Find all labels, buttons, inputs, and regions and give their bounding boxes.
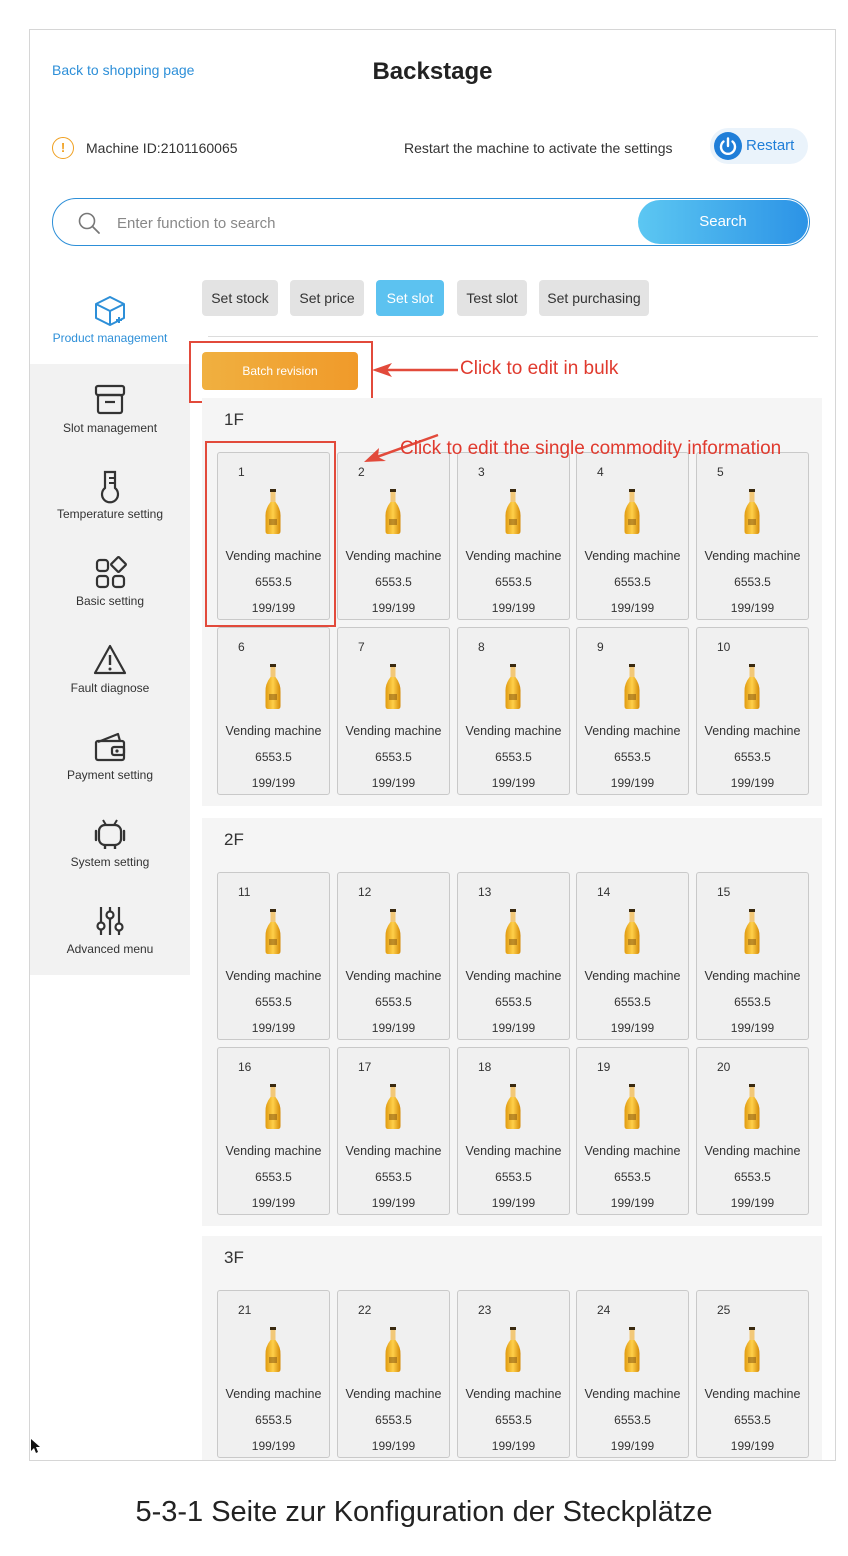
product-name: Vending machine [225, 1387, 322, 1401]
restart-label: Restart [746, 137, 795, 154]
restart-message: Restart the machine to activate the settings [404, 140, 673, 156]
slot-card[interactable] [337, 452, 450, 620]
product-stock: 199/199 [251, 1196, 296, 1210]
product-price: 6553.5 [255, 995, 292, 1009]
slot-number: 9 [597, 640, 604, 654]
product-stock: 199/199 [251, 776, 296, 790]
slot-number: 2 [358, 465, 365, 479]
product-stock: 199/199 [251, 1439, 296, 1453]
product-name: Vending machine [704, 724, 801, 738]
grid-icon [92, 555, 128, 591]
slot-card[interactable] [337, 1047, 450, 1215]
product-price: 6553.5 [734, 1413, 771, 1427]
slot-card[interactable] [696, 627, 809, 795]
sidebar-item-label: Product management [52, 331, 168, 345]
bottle-icon [743, 664, 761, 710]
bottle-icon [384, 664, 402, 710]
product-price: 6553.5 [614, 750, 651, 764]
slot-card[interactable] [217, 872, 330, 1040]
product-name: Vending machine [465, 1387, 562, 1401]
slot-number: 16 [238, 1060, 252, 1074]
slot-card[interactable] [217, 1047, 330, 1215]
product-price: 6553.5 [255, 1170, 292, 1184]
product-stock: 199/199 [491, 601, 536, 615]
box-icon [92, 294, 128, 328]
product-name: Vending machine [225, 549, 322, 563]
product-price: 6553.5 [495, 1413, 532, 1427]
slot-card[interactable] [696, 1290, 809, 1458]
slot-number: 6 [238, 640, 245, 654]
product-name: Vending machine [225, 724, 322, 738]
slot-number: 12 [358, 885, 372, 899]
bottle-icon [504, 664, 522, 710]
product-name: Vending machine [584, 549, 681, 563]
bottle-icon [264, 909, 282, 955]
product-stock: 199/199 [491, 1196, 536, 1210]
bottle-icon [743, 1327, 761, 1373]
sidebar [30, 278, 190, 975]
slot-card[interactable] [576, 627, 689, 795]
product-name: Vending machine [584, 969, 681, 983]
mouse-cursor-icon [30, 1438, 40, 1454]
machine-info-row [52, 134, 812, 166]
sidebar-item-fault-diagnose[interactable] [30, 642, 190, 728]
product-price: 6553.5 [495, 750, 532, 764]
floor-section-2f [202, 818, 822, 1226]
bottle-icon [504, 1084, 522, 1130]
product-price: 6553.5 [734, 1170, 771, 1184]
slot-number: 19 [597, 1060, 611, 1074]
slot-card[interactable] [457, 1290, 570, 1458]
product-price: 6553.5 [495, 995, 532, 1009]
product-stock: 199/199 [251, 601, 296, 615]
product-price: 6553.5 [375, 1170, 412, 1184]
bottle-icon [384, 1327, 402, 1373]
product-price: 6553.5 [614, 1170, 651, 1184]
product-name: Vending machine [465, 724, 562, 738]
floor-section-3f [202, 1236, 822, 1461]
product-stock: 199/199 [491, 776, 536, 790]
product-name: Vending machine [225, 969, 322, 983]
slot-number: 17 [358, 1060, 372, 1074]
bottle-icon [504, 909, 522, 955]
app-window [29, 29, 836, 1461]
slot-card[interactable] [217, 627, 330, 795]
sidebar-item-basic-setting[interactable] [30, 555, 190, 641]
annotation-arrow-bulk [370, 360, 460, 380]
product-name: Vending machine [465, 969, 562, 983]
power-icon [714, 132, 742, 160]
wallet-icon [92, 729, 128, 765]
slot-number: 22 [358, 1303, 372, 1317]
product-stock: 199/199 [610, 1021, 655, 1035]
slot-number: 21 [238, 1303, 252, 1317]
product-stock: 199/199 [610, 776, 655, 790]
temperature-icon [92, 468, 128, 504]
bottle-icon [743, 1084, 761, 1130]
slot-card[interactable] [576, 872, 689, 1040]
slot-card[interactable] [576, 1047, 689, 1215]
info-icon: ! [52, 137, 74, 159]
product-name: Vending machine [345, 724, 442, 738]
slot-card[interactable] [217, 452, 330, 620]
page-title: Backstage [372, 58, 493, 85]
tab-set-slot[interactable]: Set slot [376, 280, 444, 316]
product-name: Vending machine [225, 1144, 322, 1158]
product-name: Vending machine [345, 1144, 442, 1158]
product-price: 6553.5 [734, 750, 771, 764]
search-icon [77, 211, 101, 235]
sidebar-item-product-management[interactable] [30, 294, 190, 380]
slot-number: 14 [597, 885, 611, 899]
slot-number: 7 [358, 640, 365, 654]
product-name: Vending machine [345, 549, 442, 563]
slot-card[interactable] [457, 452, 570, 620]
sidebar-item-label: Fault diagnose [70, 681, 150, 695]
product-stock: 199/199 [730, 601, 775, 615]
back-to-shopping-link[interactable]: Back to shopping page [52, 62, 195, 78]
bottle-icon [384, 1084, 402, 1130]
product-stock: 199/199 [730, 1439, 775, 1453]
product-price: 6553.5 [255, 750, 292, 764]
slot-number: 25 [717, 1303, 731, 1317]
slot-number: 5 [717, 465, 724, 479]
bottle-icon [743, 489, 761, 535]
product-name: Vending machine [465, 1144, 562, 1158]
sliders-icon [92, 903, 128, 939]
slot-number: 23 [478, 1303, 492, 1317]
sidebar-item-temperature-setting[interactable] [30, 468, 190, 554]
search-input[interactable] [115, 210, 639, 236]
sidebar-item-label: System setting [70, 855, 150, 869]
floor-label: 3F [224, 1248, 244, 1267]
slot-card[interactable] [457, 872, 570, 1040]
sidebar-item-label: Slot management [62, 421, 158, 435]
product-name: Vending machine [704, 549, 801, 563]
sidebar-item-label: Temperature setting [56, 507, 164, 521]
warning-icon [92, 642, 128, 678]
bottle-icon [264, 489, 282, 535]
bottle-icon [504, 489, 522, 535]
tab-set-purchasing[interactable]: Set purchasing [539, 280, 649, 316]
product-stock: 199/199 [730, 1021, 775, 1035]
annotation-text-bulk: Click to edit in bulk [460, 358, 619, 379]
slot-card[interactable] [576, 452, 689, 620]
product-name: Vending machine [465, 549, 562, 563]
product-stock: 199/199 [610, 601, 655, 615]
slot-number: 15 [717, 885, 731, 899]
product-stock: 199/199 [371, 601, 416, 615]
slot-card[interactable] [337, 627, 450, 795]
slot-number: 4 [597, 465, 604, 479]
product-price: 6553.5 [495, 575, 532, 589]
bottle-icon [264, 1327, 282, 1373]
product-price: 6553.5 [255, 575, 292, 589]
tab-divider [208, 336, 818, 337]
bottle-icon [264, 664, 282, 710]
tab-set-stock[interactable]: Set stock [202, 280, 278, 316]
product-stock: 199/199 [371, 1196, 416, 1210]
product-price: 6553.5 [614, 575, 651, 589]
slot-number: 13 [478, 885, 492, 899]
slot-number: 18 [478, 1060, 492, 1074]
product-price: 6553.5 [614, 1413, 651, 1427]
product-stock: 199/199 [610, 1196, 655, 1210]
figure-caption: 5-3-1 Seite zur Konfiguration der Steckplätze [135, 1496, 713, 1528]
slot-card[interactable] [576, 1290, 689, 1458]
sidebar-item-label: Payment setting [66, 768, 154, 782]
product-name: Vending machine [345, 1387, 442, 1401]
product-price: 6553.5 [375, 750, 412, 764]
machine-id: Machine ID:2101160065 [86, 140, 238, 156]
tab-set-price[interactable]: Set price [290, 280, 364, 316]
bottle-icon [623, 664, 641, 710]
slot-icon [92, 382, 128, 418]
product-price: 6553.5 [614, 995, 651, 1009]
slot-number: 24 [597, 1303, 611, 1317]
sidebar-item-label: Advanced menu [66, 942, 154, 956]
floor-label: 2F [224, 830, 244, 849]
product-price: 6553.5 [375, 1413, 412, 1427]
product-price: 6553.5 [255, 1413, 292, 1427]
bottle-icon [623, 1084, 641, 1130]
product-name: Vending machine [704, 1144, 801, 1158]
product-price: 6553.5 [375, 995, 412, 1009]
android-icon [92, 816, 128, 852]
slot-card[interactable] [457, 1047, 570, 1215]
slot-card[interactable] [696, 452, 809, 620]
slot-card[interactable] [696, 872, 809, 1040]
restart-button[interactable] [710, 128, 808, 164]
sidebar-item-advanced-menu[interactable] [30, 903, 190, 989]
slot-card[interactable] [337, 872, 450, 1040]
slot-number: 11 [238, 885, 251, 899]
bottle-icon [623, 489, 641, 535]
product-name: Vending machine [345, 969, 442, 983]
sidebar-item-slot-management[interactable] [30, 382, 190, 468]
bottle-icon [504, 1327, 522, 1373]
product-name: Vending machine [584, 724, 681, 738]
product-stock: 199/199 [610, 1439, 655, 1453]
bottle-icon [384, 489, 402, 535]
bottle-icon [623, 909, 641, 955]
slot-number: 20 [717, 1060, 731, 1074]
product-stock: 199/199 [371, 1439, 416, 1453]
product-stock: 199/199 [251, 1021, 296, 1035]
sidebar-item-label: Basic setting [75, 594, 145, 608]
slot-card[interactable] [457, 627, 570, 795]
bottle-icon [384, 909, 402, 955]
product-stock: 199/199 [730, 1196, 775, 1210]
bottle-icon [743, 909, 761, 955]
slot-number: 3 [478, 465, 485, 479]
product-name: Vending machine [704, 1387, 801, 1401]
batch-revision-button[interactable]: Batch revision [202, 352, 358, 390]
slot-card[interactable] [217, 1290, 330, 1458]
search-bar [52, 198, 810, 246]
search-button[interactable]: Search [638, 200, 808, 244]
product-price: 6553.5 [734, 575, 771, 589]
tab-test-slot[interactable]: Test slot [457, 280, 527, 316]
slot-card[interactable] [696, 1047, 809, 1215]
product-name: Vending machine [584, 1387, 681, 1401]
annotation-text-single: Click to edit the single commodity information [400, 438, 782, 459]
product-price: 6553.5 [734, 995, 771, 1009]
product-name: Vending machine [704, 969, 801, 983]
slot-number: 8 [478, 640, 485, 654]
bottle-icon [623, 1327, 641, 1373]
product-stock: 199/199 [491, 1021, 536, 1035]
product-name: Vending machine [584, 1144, 681, 1158]
product-stock: 199/199 [730, 776, 775, 790]
product-stock: 199/199 [371, 776, 416, 790]
slot-card[interactable] [337, 1290, 450, 1458]
product-price: 6553.5 [495, 1170, 532, 1184]
product-stock: 199/199 [371, 1021, 416, 1035]
slot-number: 1 [238, 465, 245, 479]
sidebar-item-payment-setting[interactable] [30, 729, 190, 815]
slot-number: 10 [717, 640, 731, 654]
sidebar-item-system-setting[interactable] [30, 816, 190, 902]
floor-label: 1F [224, 410, 244, 429]
product-stock: 199/199 [491, 1439, 536, 1453]
product-price: 6553.5 [375, 575, 412, 589]
bottle-icon [264, 1084, 282, 1130]
main-content [202, 278, 822, 1460]
